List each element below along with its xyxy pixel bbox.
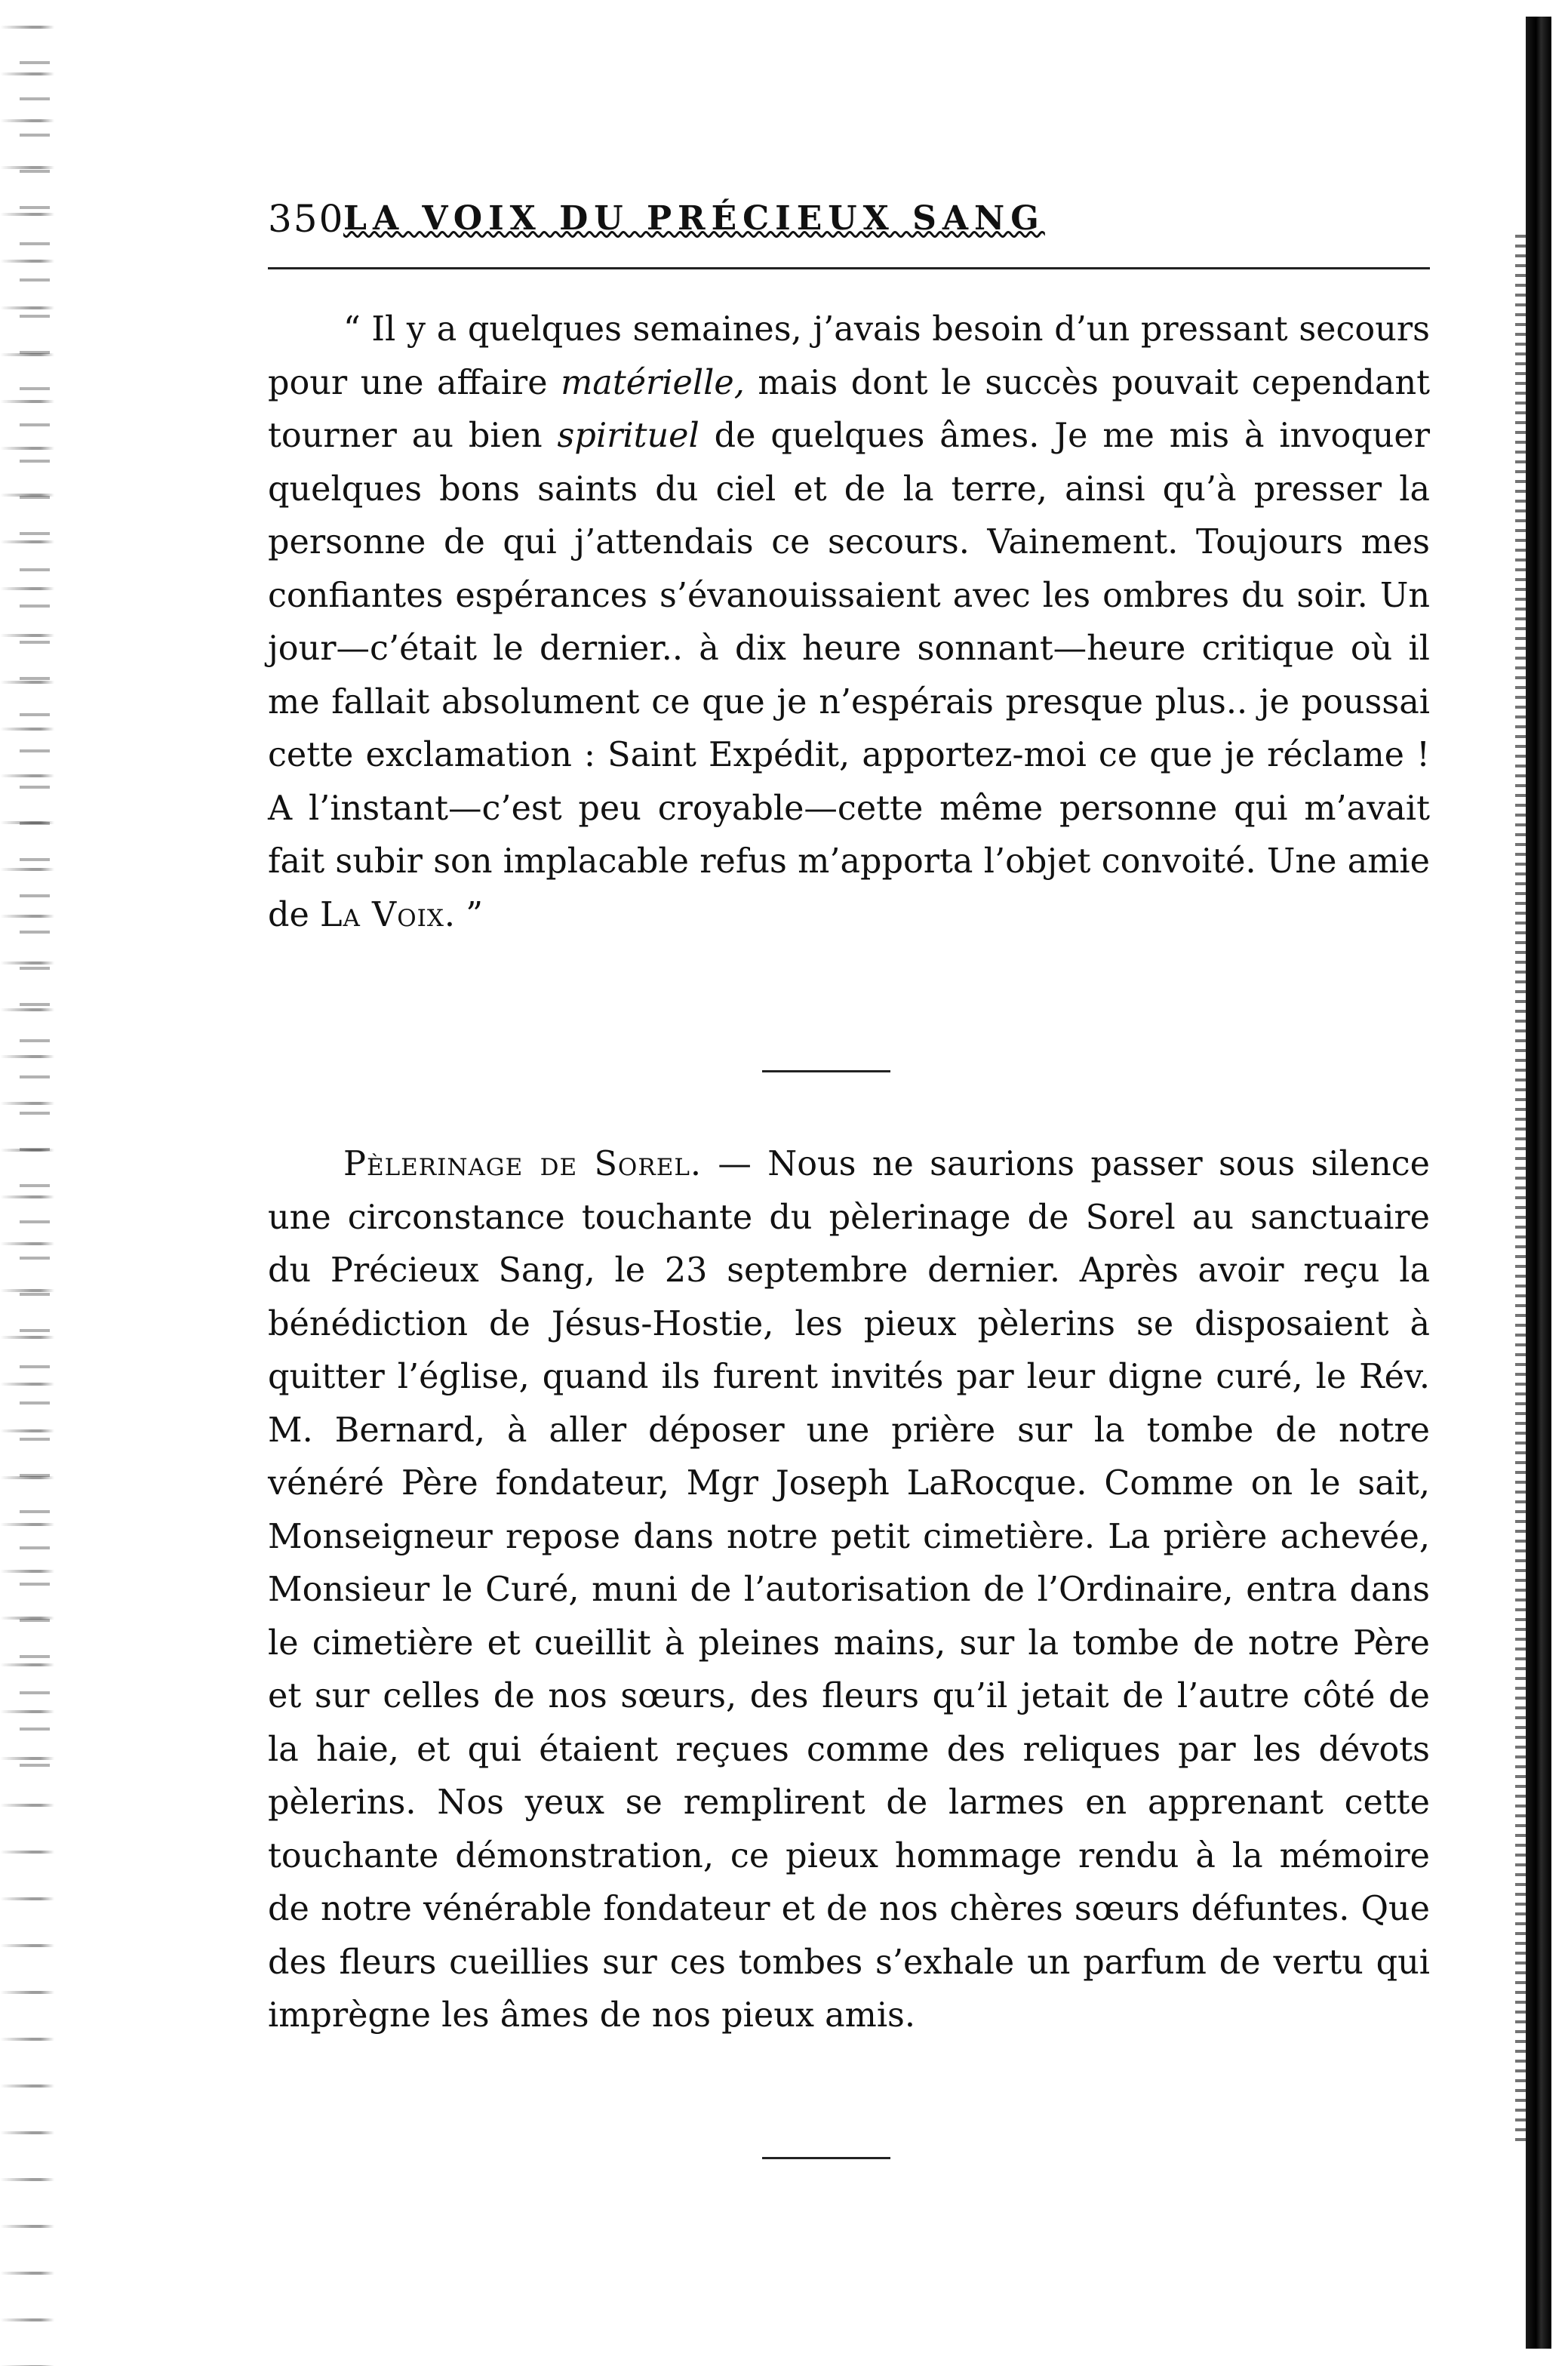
emphasis-materielle: matérielle, [561,363,745,402]
pilgrimage-text: — Nous ne saurions passer sous silence une circonstance touchante du pèlerinage de Sorel au sanctuaire du Précieux Sang, le 23 septembre dernier. Après avoir reçu la bénédiction de Jésus-Hostie, les pieux pèlerins se disposaient à quitter l’église, quand ils furent invités par leur digne curé, le Rév. M. Bernard, à aller déposer une prière sur la tombe de notre vénéré Père fondateur, Mgr Joseph LaRocque. Comme on le sait, Monseigneur repose dans notre petit cimetière. La prière achevée, Monsieur le Curé, muni de l’autorisation de l’Ordinaire, entra dans le cimetière et cueillit à pleines mains, sur la tombe de notre Père et sur celles de nos sœurs, des fleurs qu’il jetait de l’autre côté de la haie, et qui étaient reçues comme des reliques par les dévots pèlerins. Nos yeux se remplirent de larmes en apprenant cette touchante démonstration, ce pieux hommage rendu à la mémoire de notre vénérable fondateur et de nos chères sœurs défuntes. Que des fleurs cueillies sur ces tombes s’exhale un parfum de vertu qui imprègne les âmes de nos pieux amis. [268,1145,1430,2035]
section-divider-end [762,2157,890,2159]
testimony-text-1: “ Il y a quelques semaines, j’avais besoin d’un pressant secours pour une affaire [268,310,1430,402]
testimony-paragraph [268,303,1430,942]
section-divider [762,1070,890,1072]
testimony-text-2: mais dont le succès pouvait cependant tourner au bien [268,363,1430,455]
binding-edge-right [1526,17,1551,2349]
running-title: LA VOIX DU PRÉCIEUX SANG [343,199,1045,238]
testimony-closing: . ” [444,895,483,934]
pilgrimage-paragraph [268,1138,1430,2043]
emphasis-spirituel: spirituel [557,417,699,455]
journal-name: La Voix [319,895,444,934]
section-heading: Pèlerinage de Sorel. [343,1145,703,1183]
page-header [268,189,1430,249]
testimony-text-3: de quelques âmes. Je me mis à invoquer quelques bons saints du ciel et de la terre, ainsi qu’à presser la personne de qui j’attendais ce secours. Vainement. Toujours mes confiantes espérances s’évanouissaient avec les ombres du soir. Un jour—c’était le dernier.. à dix heure sonnant—heure critique où il me fallait absolument ce que je n’espérais presque plus.. je poussai cette exclamation : Saint Expédit, apportez-moi ce que je réclame ! A l’instant—c’est peu croyable—cette même personne qui m’avait fait subir son implacable refus m’apporta l’objet convoité. Une amie de [268,417,1430,934]
header-rule [268,267,1430,269]
scan-edge-left-marks [20,45,50,1781]
page-number: 350 [268,197,345,241]
